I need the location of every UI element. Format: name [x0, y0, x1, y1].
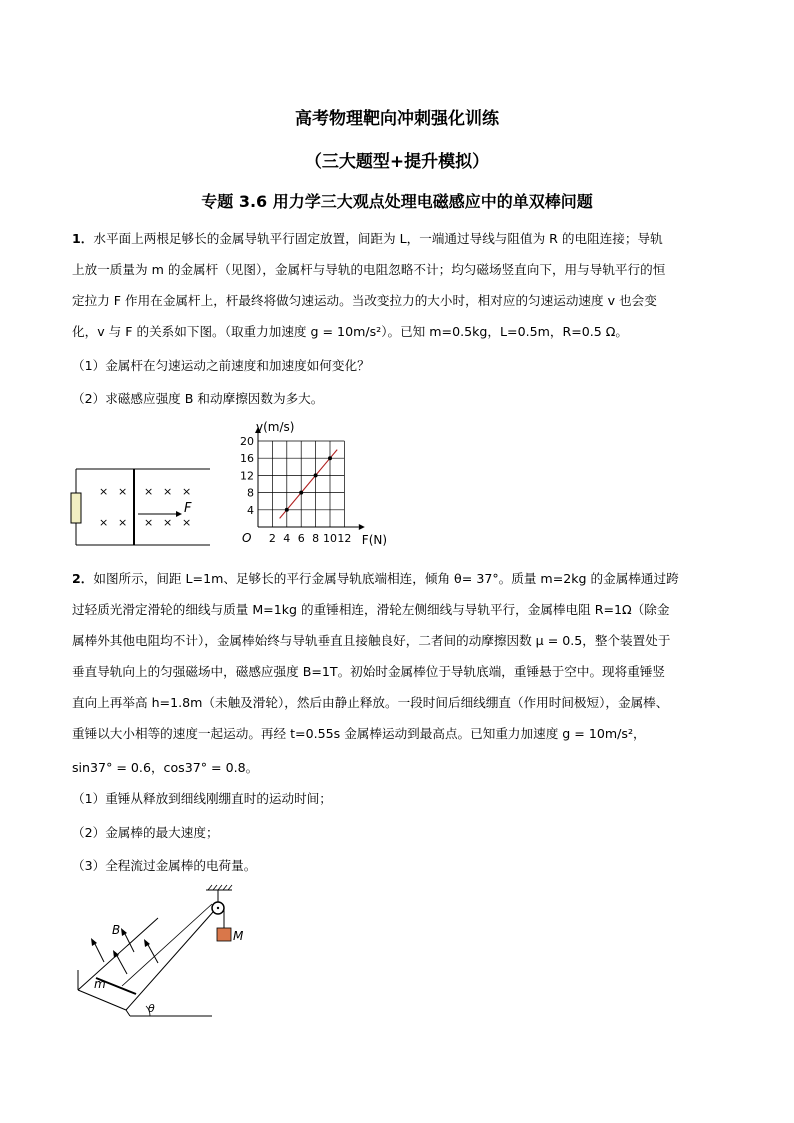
label-rod-m: m: [94, 977, 106, 991]
page-title: 高考物理靶向冲刺强化训练: [295, 109, 499, 129]
problem-2-question-2: （2）金属棒的最大速度；: [72, 825, 219, 840]
x-tick-label: 8: [312, 532, 320, 545]
x-tick-label: 10: [323, 532, 337, 545]
y-tick-label: 16: [240, 452, 254, 466]
resistor-r: [71, 493, 81, 523]
data-point: [285, 508, 289, 512]
topic-title: 专题 3.6 用力学三大观点处理电磁感应中的单双棒问题: [201, 192, 593, 211]
svg-text:×: ×: [118, 485, 128, 498]
problem-1-number: 1．: [72, 231, 94, 246]
problem-2-line-2: 过轻质光滑定滑轮的细线与质量 M=1kg 的重锤相连，滑轮左侧细线与导轨平行，金属棒电阻 R=1Ω（除金: [72, 602, 670, 617]
svg-text:×: ×: [163, 516, 173, 529]
problem-2-line-5: 直向上再举高 h=1.8m（未触及滑轮），然后由静止释放。一段时间后细线绷直（作用时间极短），金属棒、: [72, 695, 669, 710]
x-tick-label: 4: [283, 532, 291, 545]
data-point: [328, 456, 332, 460]
incline-pulley-figure: [70, 882, 250, 1022]
x-tick-label: 2: [268, 532, 276, 545]
magnetic-field-crosses: [99, 485, 191, 529]
svg-text:×: ×: [182, 516, 192, 529]
y-tick-label: 12: [240, 469, 254, 483]
problem-1-line-2: 上放一质量为 m 的金属杆（见图），金属杆与导轨的电阻忽略不计；均匀磁场竖直向下，用与导轨平行的恒: [72, 262, 666, 277]
x-axis-label: F(N): [361, 533, 388, 547]
rail-circuit-figure: [66, 465, 216, 550]
x-tick-label: 12: [337, 532, 352, 545]
problem-2-question-3: （3）全程流过金属棒的电荷量。: [72, 858, 257, 873]
svg-text:×: ×: [99, 516, 109, 529]
problem-2-number: 2．: [72, 571, 94, 586]
rail-lower: [126, 912, 213, 1010]
problem-2-question-1: （1）重锤从释放到细线刚绷直时的运动时间；: [72, 791, 332, 806]
v-f-chart: [228, 415, 418, 555]
problem-1-line-1: 1．水平面上两根足够长的金属导轨平行固定放置，间距为 L，一端通过导线与阻值为 R 的电阻连接；导轨: [72, 231, 663, 246]
problem-1-question-2: （2）求磁感应强度 B 和动摩擦因数为多大。: [72, 391, 324, 406]
page-subtitle: （三大题型+提升模拟）: [304, 152, 490, 172]
problem-2-line-7: sin37° = 0.6，cos37° = 0.8。: [72, 760, 259, 775]
y-tick-label: 8: [247, 486, 254, 500]
svg-text:×: ×: [99, 485, 109, 498]
svg-text:×: ×: [118, 516, 128, 529]
label-b-field: B: [112, 923, 121, 937]
label-weight-m: M: [233, 929, 244, 943]
problem-2-line-1: 2．如图所示，间距 L=1m、足够长的平行金属导轨底端相连，倾角 θ= 37°。质量 m=2kg 的金属棒通过跨: [72, 571, 679, 586]
problem-2-line-4: 垂直导轨向上的匀强磁场中，磁感应强度 B=1T。初始时金属棒位于导轨底端，重锤悬于空中。现将重锤竖: [72, 664, 666, 679]
x-axis-arrow: [359, 524, 365, 530]
svg-text:×: ×: [182, 485, 192, 498]
rail-bottom-connector: [78, 990, 126, 1010]
force-label: F: [184, 501, 192, 516]
svg-text:×: ×: [163, 485, 173, 498]
x-tick-label: 6: [297, 532, 305, 545]
problem-1-line-4: 化，v 与 F 的关系如下图。（取重力加速度 g = 10m/s²）。已知 m=0.5kg，L=0.5m，R=0.5 Ω。: [72, 324, 629, 339]
y-tick-label: 4: [247, 503, 254, 517]
svg-text:×: ×: [144, 516, 154, 529]
problem-1-question-1: （1）金属杆在匀速运动之前速度和加速度如何变化？: [72, 358, 370, 373]
y-tick-label: 20: [240, 435, 254, 448]
origin-label: O: [242, 531, 252, 545]
series-line: [280, 450, 338, 519]
weight-m: [217, 928, 231, 941]
y-axis-label: v(m/s): [256, 420, 295, 434]
problem-2-line-3: 属棒外其他电阻均不计），金属棒始终与导轨垂直且接触良好，二者间的动摩擦因数 μ = 0.5，整个装置处于: [72, 633, 671, 648]
magnetic-field-arrows: [91, 928, 158, 974]
label-theta: θ: [148, 1002, 155, 1015]
problem-1-line-3: 定拉力 F 作用在金属杆上，杆最终将做匀速运动。当改变拉力的大小时，相对应的匀速运动速度 v 也会变: [72, 293, 657, 308]
data-point: [299, 491, 303, 495]
svg-text:×: ×: [144, 485, 154, 498]
string-to-pulley: [122, 904, 212, 986]
problem-2-line-6: 重锤以大小相等的速度一起运动。再经 t=0.55s 金属棒运动到最高点。已知重力加速度 g = 10m/s²，: [72, 726, 646, 741]
data-point: [314, 473, 318, 477]
